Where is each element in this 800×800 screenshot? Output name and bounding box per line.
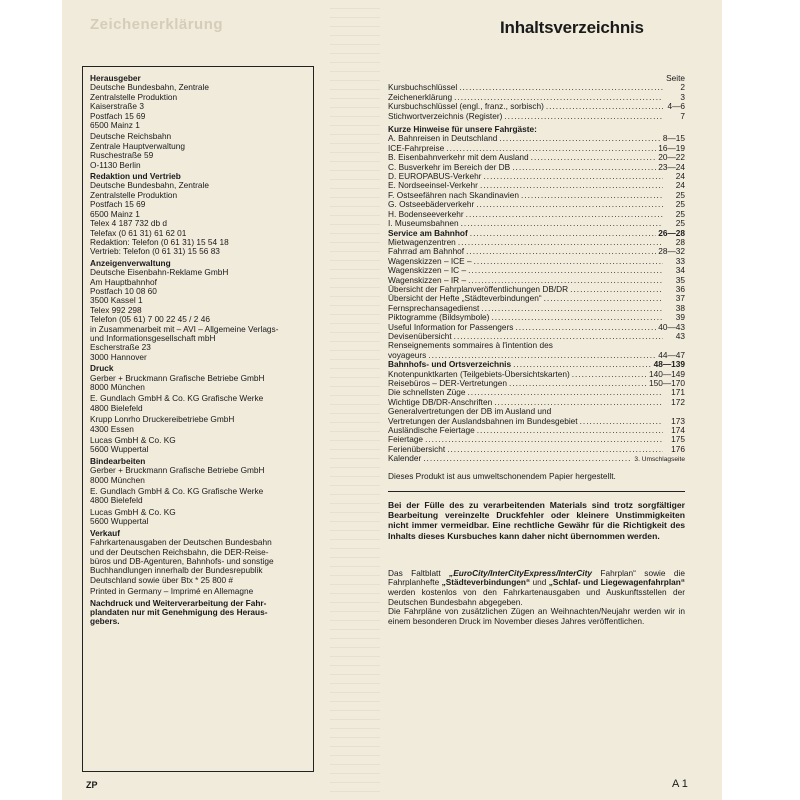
dot-leader bbox=[499, 134, 661, 143]
toc-entry-page: 150—170 bbox=[649, 378, 685, 388]
info-schlaf-title: „Schlaf- und Liegewagenfahrplan“ bbox=[548, 577, 685, 588]
page-number: A 1 bbox=[672, 778, 688, 790]
toc-entry-page: 26—28 bbox=[658, 227, 685, 238]
dot-leader bbox=[483, 172, 663, 181]
imprint-line: Postfach 15 69 bbox=[90, 110, 146, 121]
dot-leader bbox=[504, 112, 663, 121]
binding-block bbox=[90, 457, 312, 527]
toc-entry-label: Fernsprechansagedienst bbox=[388, 302, 480, 313]
publisher-heading: Herausgeber bbox=[90, 73, 141, 83]
imprint-line: Deutsche Eisenbahn-Reklame GmbH bbox=[90, 267, 229, 278]
toc-entry-label: I. Museumsbahnen bbox=[388, 218, 459, 229]
dot-leader bbox=[570, 285, 663, 294]
imprint-line: in Zusammenarbeit mit – AVI – Allgemeine Verlags- bbox=[90, 323, 279, 334]
advertising-block bbox=[90, 259, 312, 362]
imprint-line: Buchhandlungen innerhalb der Bundesrepublik bbox=[90, 565, 263, 576]
toc-entry-page: 35 bbox=[675, 274, 685, 285]
toc-entry-page: 28—32 bbox=[658, 246, 685, 257]
toc-entry bbox=[388, 112, 685, 121]
toc-entry-label: E. Nordseeinsel-Verkehr bbox=[388, 180, 478, 191]
imprint-line: gebers. bbox=[90, 616, 120, 627]
imprint-line: 3500 Kassel 1 bbox=[90, 295, 143, 306]
toc-entry-label: Kalender bbox=[388, 453, 422, 464]
imprint-line: Redaktion: Telefon (0 61 31) 15 54 18 bbox=[90, 236, 229, 247]
toc-entry-page: 24 bbox=[675, 171, 685, 182]
imprint-line: büros und DB-Agenturen, Bahnhofs- und sonstige bbox=[90, 555, 274, 566]
imprint-line: Telefon (05 61) 7 00 22 45 / 2 46 bbox=[90, 314, 210, 325]
toc-group-general bbox=[388, 83, 685, 121]
dot-leader bbox=[466, 247, 656, 256]
toc-entry-page: 36 bbox=[675, 283, 685, 294]
advertising-heading: Anzeigenverwaltung bbox=[90, 257, 171, 268]
imprint-line: E. Gundlach GmbH & Co. KG Grafische Werke bbox=[90, 393, 264, 404]
imprint-line: Postfach 15 69 bbox=[90, 199, 146, 210]
toc-entry-page: 39 bbox=[675, 312, 685, 323]
toc-entry-page: 33 bbox=[675, 255, 685, 266]
imprint-line: Am Hauptbahnhof bbox=[90, 276, 157, 287]
dot-leader bbox=[572, 370, 647, 379]
dot-leader bbox=[521, 191, 663, 200]
toc-entry-page: 4—6 bbox=[667, 101, 685, 112]
imprint-line: Postfach 10 08 60 bbox=[90, 285, 157, 296]
toc-entry-page: 8—15 bbox=[662, 133, 685, 144]
toc-entry-page: 34 bbox=[675, 265, 685, 276]
toc-entry bbox=[388, 454, 685, 464]
imprint-content bbox=[90, 74, 312, 629]
toc-entry bbox=[388, 426, 685, 435]
dot-leader bbox=[509, 379, 647, 388]
toc-entry-page: 37 bbox=[675, 293, 685, 304]
imprint-line: Zentralstelle Produktion bbox=[90, 189, 178, 200]
imprint-line: Gerber + Bruckmann Grafische Betriebe GmbH bbox=[90, 465, 265, 476]
imprint-line: Krupp Lonrho Druckereibetriebe GmbH bbox=[90, 414, 235, 425]
bleed-through-heading: Zeichenerklärung bbox=[90, 16, 224, 33]
imprint-line: Deutsche Bundesbahn, Zentrale bbox=[90, 82, 210, 93]
toc-entry-page: 3. Umschlagseite bbox=[634, 456, 685, 464]
toc-group-stations bbox=[388, 370, 685, 408]
toc-entry-label: Piktogramme (Bildsymbole) bbox=[388, 312, 490, 323]
toc-entry-label: Ausländische Feiertage bbox=[388, 425, 475, 436]
toc-entry-page: 25 bbox=[675, 189, 685, 200]
toc-entry-page: 174 bbox=[671, 425, 685, 436]
toc-entry-label: Vertretungen der Auslandsbahnen im Bundesgebiet bbox=[388, 415, 578, 426]
toc-entry-label: Übersicht der Fahrplanveröffentlichungen DB/DR bbox=[388, 283, 569, 294]
info-text-2: Die Fahrpläne von zusätzlichen Zügen an Weihnachten/Neujahr werden wir in einem besonderen Druck im November dieses Jahres veröffentlichen. bbox=[388, 606, 685, 626]
toc-entry-page: 25 bbox=[675, 218, 685, 229]
toc-entry-label: A. Bahnreisen in Deutschland bbox=[388, 133, 498, 144]
dot-leader bbox=[423, 454, 632, 463]
divider bbox=[388, 491, 685, 492]
toc-entry-page: 176 bbox=[671, 443, 685, 454]
imprint-line: Deutsche Reichsbahn bbox=[90, 131, 172, 142]
table-of-contents bbox=[388, 74, 685, 626]
imprint-line: Zentralstelle Produktion bbox=[90, 91, 178, 102]
toc-entry-label: Devisenübersicht bbox=[388, 330, 452, 341]
dot-leader bbox=[476, 200, 663, 209]
toc-entry-label: B. Eisenbahnverkehr mit dem Ausland bbox=[388, 152, 529, 163]
dot-leader bbox=[544, 294, 663, 303]
toc-entry-page: 175 bbox=[671, 434, 685, 445]
toc-entry-label: Wagenskizzen – IR – bbox=[388, 274, 467, 285]
toc-entry-label: Die schnellsten Züge bbox=[388, 387, 466, 398]
bleed-through-texture bbox=[330, 0, 380, 800]
toc-entry-page: 38 bbox=[675, 302, 685, 313]
toc-entry-label: Reisebüros – DER-Vertretungen bbox=[388, 378, 507, 388]
toc-entry-page: 43 bbox=[675, 330, 685, 341]
imprint-line: O-1130 Berlin bbox=[90, 159, 141, 170]
dot-leader bbox=[546, 102, 663, 111]
dot-leader bbox=[477, 426, 663, 435]
toc-entry-label: G. Ostseebäderverkehr bbox=[388, 199, 475, 210]
editorial-heading: Redaktion und Vertrieb bbox=[90, 171, 181, 182]
toc-entry-page: 173 bbox=[671, 415, 685, 426]
dot-leader bbox=[461, 219, 663, 228]
toc-entry-page: 25 bbox=[675, 208, 685, 219]
toc-entry-continued: Generalvertretungen der DB im Ausland und bbox=[388, 406, 552, 417]
toc-entry-label: Wagenskizzen – IC – bbox=[388, 265, 467, 276]
imprint-line: plandaten nur mit Genehmigung des Heraus- bbox=[90, 606, 268, 617]
toc-entry-label: Fahrrad am Bahnhof bbox=[388, 246, 465, 257]
page-title: Inhaltsverzeichnis bbox=[500, 18, 644, 37]
dot-leader bbox=[481, 304, 663, 313]
toc-entry-page: 140—149 bbox=[649, 368, 685, 379]
toc-entry-page: 172 bbox=[671, 396, 685, 407]
toc-entry-label: H. Bodenseeverkehr bbox=[388, 208, 464, 219]
page-column-header: Seite bbox=[666, 73, 685, 83]
toc-entry-label: D. EUROPABUS-Verkehr bbox=[388, 171, 482, 182]
editorial-block bbox=[90, 172, 312, 257]
dot-leader bbox=[470, 229, 656, 238]
imprint-line: Zentrale Hauptverwaltung bbox=[90, 140, 186, 151]
toc-entry-label: Service am Bahnhof bbox=[388, 227, 468, 238]
reichsbahn-block bbox=[90, 132, 312, 170]
toc-group-hints bbox=[388, 134, 685, 228]
toc-entry-label: voyageurs bbox=[388, 349, 427, 360]
imprint-line: 5600 Wuppertal bbox=[90, 516, 149, 527]
info-text: Das Faltblatt bbox=[388, 567, 450, 578]
toc-entry-label: Stichwortverzeichnis (Register) bbox=[388, 110, 503, 121]
toc-entry-label: Wagenskizzen – ICE – bbox=[388, 255, 472, 266]
toc-entry-label: Mietwagenzentren bbox=[388, 236, 456, 247]
toc-entry bbox=[388, 445, 685, 454]
imprint-line: 4800 Bielefeld bbox=[90, 402, 143, 413]
info-text: werden kostenlos von den Fahrkartenausgaben und Auskunftsstellen der Deutschen Bundesbahn abgegeben. bbox=[388, 587, 685, 607]
imprint-line: 3000 Hannover bbox=[90, 351, 147, 362]
imprint-line: Telex 4 187 732 db d bbox=[90, 218, 168, 229]
dot-leader bbox=[580, 417, 663, 426]
toc-entry-page: 24 bbox=[675, 180, 685, 191]
environment-note: Dieses Produkt ist aus umweltschonendem Papier hergestellt. bbox=[388, 470, 616, 481]
dot-leader bbox=[459, 83, 663, 92]
toc-entry-page: 44—47 bbox=[658, 349, 685, 360]
imprint-line: Escherstraße 23 bbox=[90, 342, 151, 353]
toc-entry-label: Useful Information for Passengers bbox=[388, 321, 514, 332]
dot-leader bbox=[467, 388, 663, 397]
imprint-line: Kaiserstraße 3 bbox=[90, 101, 144, 112]
imprint-line: 8000 München bbox=[90, 382, 145, 392]
toc-entry-label: Knotenpunktkarten (Teilgebiets-Übersichtskarten) bbox=[388, 368, 570, 379]
toc-entry-page: 25 bbox=[675, 199, 685, 210]
imprint-line: und der Deutschen Reichsbahn, die DER-Reise- bbox=[90, 546, 269, 557]
dot-leader bbox=[474, 257, 663, 266]
imprint-line: Telex 992 298 bbox=[90, 304, 142, 315]
toc-entry-label: Übersicht der Hefte „Städteverbindungen“ bbox=[388, 293, 542, 304]
info-paragraph bbox=[388, 569, 685, 627]
toc-entry-label: Wichtige DB/DR-Anschriften bbox=[388, 396, 493, 407]
toc-entry-page: 28 bbox=[675, 236, 685, 247]
imprint-line: Fahrkartenausgaben der Deutschen Bundesbahn bbox=[90, 537, 272, 548]
toc-group-holidays bbox=[388, 426, 685, 454]
dot-leader bbox=[491, 313, 663, 322]
toc-entry-label: Zeichenerklärung bbox=[388, 91, 453, 102]
imprint-line: Nachdruck und Weiterverarbeitung der Fahr- bbox=[90, 597, 267, 608]
imprint-line: Vertrieb: Telefon (0 61 31) 15 56 83 bbox=[90, 246, 220, 257]
toc-entry-page: 23—24 bbox=[658, 161, 685, 172]
dot-leader bbox=[466, 210, 663, 219]
imprint-line: Ruschestraße 59 bbox=[90, 150, 154, 161]
dot-leader bbox=[531, 153, 657, 162]
toc-entry-page: 40—43 bbox=[658, 321, 685, 332]
toc-group-service bbox=[388, 238, 685, 341]
toc-entry-page: 48—139 bbox=[653, 359, 685, 370]
dot-leader bbox=[458, 238, 663, 247]
toc-entry-continued: Renseignements sommaires à l'intention des bbox=[388, 340, 553, 351]
toc-entry-label: ICE-Fahrpreise bbox=[388, 142, 445, 153]
imprint-line: E. Gundlach GmbH & Co. KG Grafische Werke bbox=[90, 486, 264, 497]
toc-entry-page: 20—22 bbox=[658, 152, 685, 163]
disclaimer-text: Bei der Fülle des zu verarbeitenden Materials sind trotz sorgfältiger Bearbeitung vereinzelte Druckfehler oder kleinere Unstimmigkeiten nicht immer vermeidbar. Eine rechtliche Gewähr für die Richtigkeit des Inhalts dieses Kursbuches kann daher nicht übernommen werden. bbox=[388, 500, 685, 541]
imprint-line: 4800 Bielefeld bbox=[90, 495, 143, 506]
printed-in-line: Printed in Germany – Imprimé en Allemagne bbox=[90, 586, 254, 597]
toc-entry-label: Kursbuchschlüssel bbox=[388, 82, 458, 93]
imprint-line: 8000 München bbox=[90, 474, 145, 485]
toc-entry-label: F. Ostseefähren nach Skandinavien bbox=[388, 189, 519, 200]
imprint-line: Gerber + Bruckmann Grafische Betriebe GmbH bbox=[90, 372, 265, 383]
info-text: und bbox=[530, 577, 549, 588]
toc-entry-label: C. Busverkehr im Bereich der DB bbox=[388, 161, 511, 172]
toc-entry-page: 7 bbox=[680, 110, 685, 121]
imprint-line: und Informationsgesellschaft mbH bbox=[90, 332, 216, 343]
dot-leader bbox=[468, 266, 663, 275]
dot-leader bbox=[512, 163, 656, 172]
footer-code: ZP bbox=[86, 780, 98, 790]
imprint-line: 6500 Mainz 1 bbox=[90, 208, 140, 219]
toc-entry-page: 171 bbox=[671, 387, 685, 398]
imprint-line: Telefax (0 61 31) 61 62 01 bbox=[90, 227, 187, 238]
imprint-line: Deutsche Bundesbahn, Zentrale bbox=[90, 180, 210, 191]
binding-heading: Bindearbeiten bbox=[90, 455, 146, 466]
toc-entry-page: 2 bbox=[680, 82, 685, 93]
info-eurocity-title: „EuroCity/InterCityExpress/InterCity bbox=[449, 567, 592, 578]
imprint-line: Deutschland sowie über Btx * 25 800 # bbox=[90, 574, 233, 585]
copyright-notice bbox=[90, 599, 312, 627]
print-heading: Druck bbox=[90, 363, 114, 374]
imprint-line: 5600 Wuppertal bbox=[90, 444, 149, 455]
toc-entry-page: 16—19 bbox=[658, 142, 685, 153]
dot-leader bbox=[515, 323, 656, 332]
dot-leader bbox=[447, 445, 663, 454]
dot-leader bbox=[425, 435, 663, 444]
imprint-line: 4300 Essen bbox=[90, 423, 134, 434]
print-block bbox=[90, 364, 312, 455]
toc-entry-label: Bahnhofs- und Ortsverzeichnis bbox=[388, 359, 512, 370]
imprint-line: 6500 Mainz 1 bbox=[90, 120, 140, 131]
info-staedte-title: „Städteverbindungen“ bbox=[441, 577, 531, 588]
sales-block bbox=[90, 529, 312, 585]
sales-heading: Verkauf bbox=[90, 527, 120, 538]
toc-section-heading: Kurze Hinweise für unsere Fahrgäste: bbox=[388, 124, 537, 135]
imprint-line: Lucas GmbH & Co. KG bbox=[90, 435, 176, 446]
info-text: Fahrplan“ sowie die Fahrplanhefte bbox=[388, 567, 685, 588]
toc-entry-label: Ferienübersicht bbox=[388, 443, 446, 454]
toc-entry-label: Feiertage bbox=[388, 434, 424, 445]
toc-entry-label: Kursbuchschlüssel (engl., franz., sorbisch) bbox=[388, 101, 544, 112]
imprint-line: Lucas GmbH & Co. KG bbox=[90, 506, 176, 517]
publisher-block bbox=[90, 74, 312, 130]
toc-entry-page: 3 bbox=[680, 91, 685, 102]
